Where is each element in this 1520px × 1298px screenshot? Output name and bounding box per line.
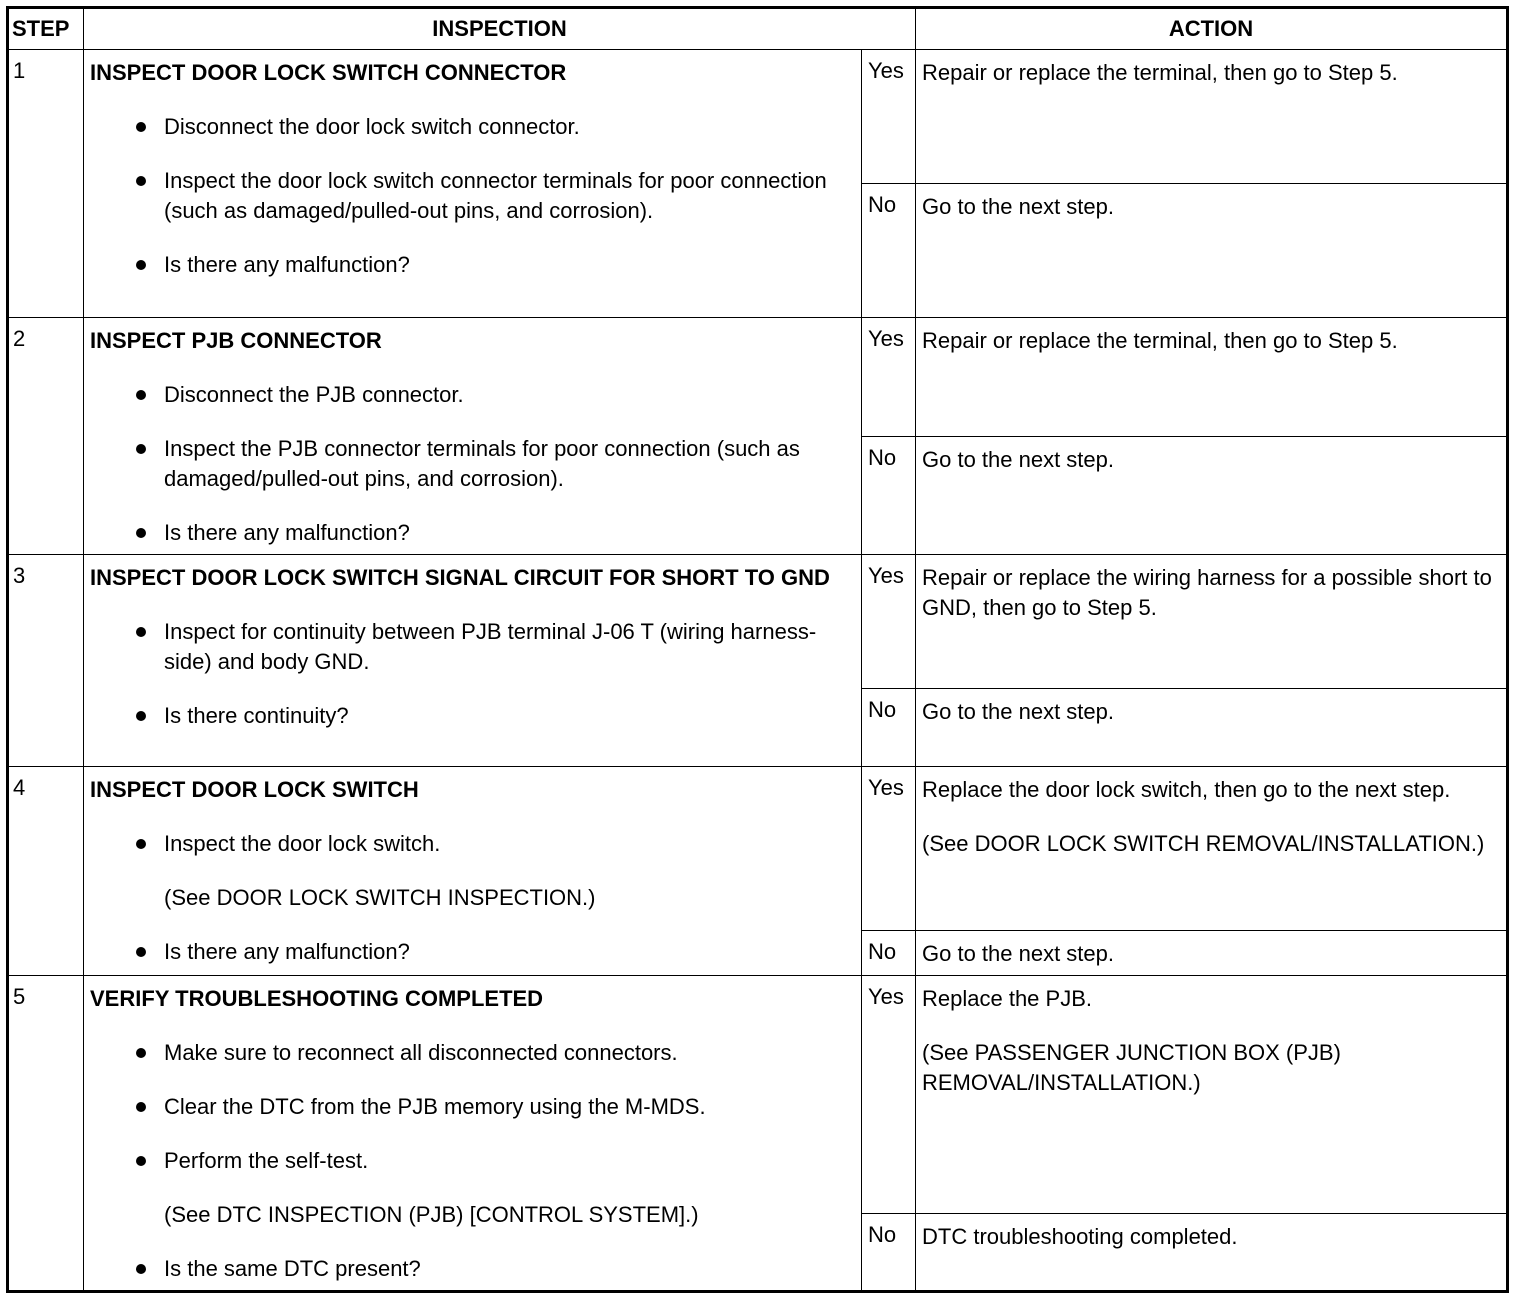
no-label: No	[862, 184, 916, 318]
step-4-inspection	[84, 767, 862, 976]
step-number: 2	[8, 318, 84, 555]
no-action: DTC troubleshooting completed.	[916, 1214, 1508, 1292]
step-3-yes-row	[8, 555, 1508, 689]
step-5-yes-row	[8, 976, 1508, 1214]
no-action: Go to the next step.	[916, 931, 1508, 976]
yes-action: Repair or replace the terminal, then go to Step 5.	[916, 50, 1508, 184]
reference-note: (See DOOR LOCK SWITCH INSPECTION.)	[164, 885, 596, 910]
inspection-question: Is there any malfunction?	[90, 518, 855, 548]
yes-label: Yes	[862, 767, 916, 931]
inspection-title: INSPECT PJB CONNECTOR	[90, 328, 382, 353]
no-action: Go to the next step.	[916, 689, 1508, 767]
inspection-header: INSPECTION	[84, 8, 916, 50]
step-2-inspection	[84, 318, 862, 555]
step-3-inspection	[84, 555, 862, 767]
step-number: 1	[8, 50, 84, 318]
inspection-item: Inspect for continuity between PJB terminal J-06 T (wiring harness-side) and body GND.	[90, 617, 855, 677]
step-number: 3	[8, 555, 84, 767]
no-label: No	[862, 1214, 916, 1292]
no-label: No	[862, 436, 916, 555]
no-action: Go to the next step.	[916, 436, 1508, 555]
inspection-question: Is there any malfunction?	[90, 937, 855, 967]
inspection-item: Make sure to reconnect all disconnected connectors.	[90, 1038, 855, 1068]
step-number: 4	[8, 767, 84, 976]
inspection-item: Disconnect the PJB connector.	[90, 380, 855, 410]
step-4-yes-row	[8, 767, 1508, 931]
yes-label: Yes	[862, 318, 916, 437]
step-5-inspection	[84, 976, 862, 1292]
action-reference-note: (See PASSENGER JUNCTION BOX (PJB) REMOVAL/INSTALLATION.)	[922, 1040, 1341, 1095]
yes-action: Replace the PJB. (See PASSENGER JUNCTION BOX (PJB) REMOVAL/INSTALLATION.)	[916, 976, 1508, 1214]
step-1-inspection	[84, 50, 862, 318]
troubleshooting-table	[6, 6, 1509, 1293]
inspection-item: Inspect the door lock switch connector terminals for poor connection (such as damaged/pulled-out pins, and corrosion).	[90, 166, 855, 226]
inspection-question: Is the same DTC present?	[90, 1254, 855, 1284]
yes-label: Yes	[862, 50, 916, 184]
no-label: No	[862, 689, 916, 767]
yes-action: Replace the door lock switch, then go to the next step. (See DOOR LOCK SWITCH REMOVAL/INSTALLATION.)	[916, 767, 1508, 931]
troubleshooting-table-container	[6, 6, 1506, 1293]
inspection-question: Is there any malfunction?	[90, 250, 855, 280]
step-1-yes-row	[8, 50, 1508, 184]
inspection-item: Inspect the PJB connector terminals for poor connection (such as damaged/pulled-out pins, and corrosion).	[90, 434, 855, 494]
action-reference-note: (See DOOR LOCK SWITCH REMOVAL/INSTALLATION.)	[922, 831, 1485, 856]
no-label: No	[862, 931, 916, 976]
inspection-item: Clear the DTC from the PJB memory using the M-MDS.	[90, 1092, 855, 1122]
inspection-title: INSPECT DOOR LOCK SWITCH	[90, 777, 419, 802]
inspection-item: Disconnect the door lock switch connector.	[90, 112, 855, 142]
step-header: STEP	[8, 8, 84, 50]
step-2-yes-row	[8, 318, 1508, 437]
no-action: Go to the next step.	[916, 184, 1508, 318]
inspection-item: Inspect the door lock switch.	[90, 829, 855, 859]
yes-label: Yes	[862, 976, 916, 1214]
inspection-title: INSPECT DOOR LOCK SWITCH SIGNAL CIRCUIT FOR SHORT TO GND	[90, 565, 830, 590]
inspection-title: INSPECT DOOR LOCK SWITCH CONNECTOR	[90, 60, 567, 85]
action-header: ACTION	[916, 8, 1508, 50]
yes-action: Repair or replace the wiring harness for a possible short to GND, then go to Step 5.	[916, 555, 1508, 689]
inspection-item: Perform the self-test.	[90, 1146, 855, 1176]
yes-label: Yes	[862, 555, 916, 689]
reference-note: (See DTC INSPECTION (PJB) [CONTROL SYSTEM].)	[164, 1202, 699, 1227]
inspection-title: VERIFY TROUBLESHOOTING COMPLETED	[90, 986, 544, 1011]
yes-action: Repair or replace the terminal, then go to Step 5.	[916, 318, 1508, 437]
inspection-question: Is there continuity?	[90, 701, 855, 731]
step-number: 5	[8, 976, 84, 1292]
header-row	[8, 8, 1508, 50]
